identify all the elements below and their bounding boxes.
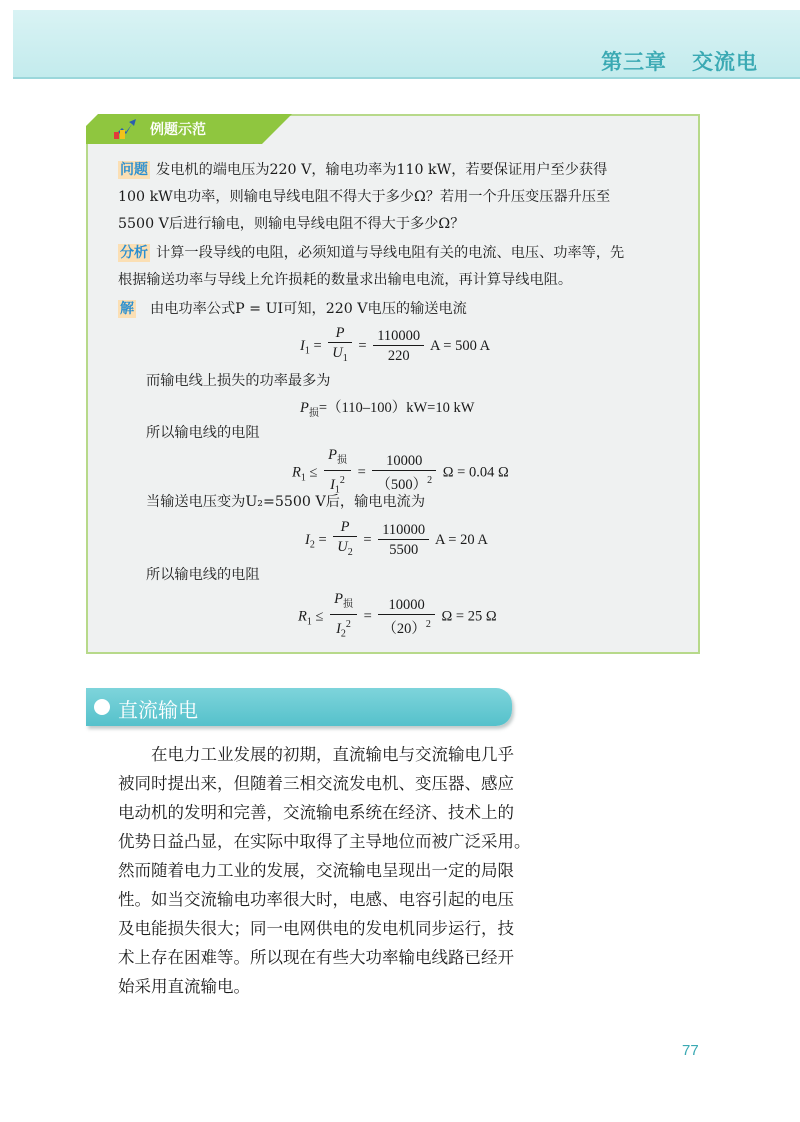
paragraph-line: 电动机的发明和完善，交流输电系统在经济、技术上的 (118, 803, 514, 822)
analysis-tag: 分析 (120, 245, 148, 261)
section-title: 直流输电 (118, 698, 198, 722)
text-loss-power: 而输电线上损失的功率最多为 (146, 373, 331, 389)
analysis-line-2: 根据输送功率与导线上允许损耗的数量求出输电电流，再计算导线电阻。 (118, 272, 573, 288)
equation-resistance-2: $R_1$ ≤ $\frac{P_损}{I_2^2}$ = $\frac{10000}{(20)^2}$ Ω = 25 Ω (298, 591, 497, 640)
page-number: 77 (682, 1042, 699, 1059)
example-label: 例题示范 (150, 122, 206, 138)
paragraph-line: 被同时提出来，但随着三相交流发电机、变压器、感应 (118, 774, 514, 793)
solution-intro: 解 由电功率公式P = UI可知，220 V电压的输送电流 (120, 301, 467, 317)
paragraph-line: 在电力工业发展的初期，直流输电与交流输电几乎 (118, 745, 514, 764)
text-resistance-1: 所以输电线的电阻 (146, 425, 260, 441)
analysis-line-1: 分析 计算一段导线的电阻，必须知道与导线电阻有关的电流、电压、功率等，先 (120, 245, 625, 261)
equation-resistance-1: $R_1$ ≤ $\frac{P_损}{I_1^2}$ = $\frac{10000}{(500)^2}$ Ω = 0.04 Ω (292, 447, 509, 496)
question-line-2: 100 kW电功率，则输电导线电阻不得大于多少Ω？若用一个升压变压器升压至 (118, 189, 611, 205)
question-line-1: 问题 发电机的端电压为220 V，输电功率为110 kW，若要保证用户至少获得 (120, 162, 608, 178)
question-line-3: 5500 V后进行输电，则输电导线电阻不得大于多少Ω？ (118, 216, 465, 232)
equation-loss-power: $P_损=(110-100)kW=10$ kW (300, 400, 475, 419)
paragraph-line: 然而随着电力工业的发展，交流输电呈现出一定的局限 (118, 861, 514, 880)
solution-tag: 解 (120, 301, 134, 317)
equation-current-1: $I_1$ = $\frac{P}{U_1}$ = $\frac{110000}{220}$ A = 500 A (300, 325, 491, 364)
text-resistance-2: 所以输电线的电阻 (146, 567, 260, 583)
equation-current-2: $I_2$ = $\frac{P}{U_2}$ = $\frac{110000}{5500}$ A = 20 A (305, 519, 488, 558)
body-paragraph (118, 740, 531, 1001)
question-tag: 问题 (120, 162, 148, 178)
paragraph-line: 性。如当交流输电功率很大时，电感、电容引起的电压 (118, 890, 514, 909)
paragraph-line: 优势日益凸显，在实际中取得了主导地位而被广泛采用。 (118, 832, 531, 851)
paragraph-line: 及电能损失很大；同一电网供电的发电机同步运行，技 (118, 919, 514, 938)
paragraph-line: 始采用直流输电。 (118, 977, 250, 996)
bullet-icon (94, 699, 110, 715)
paragraph-line: 术上存在困难等。所以现在有些大功率输电线路已经开 (118, 948, 514, 967)
chapter-title: 第三章 交流电 (601, 50, 758, 74)
arrow-icon (112, 118, 136, 140)
text-step-up: 当输送电压变为U₂=5500 V后，输电电流为 (146, 494, 426, 510)
